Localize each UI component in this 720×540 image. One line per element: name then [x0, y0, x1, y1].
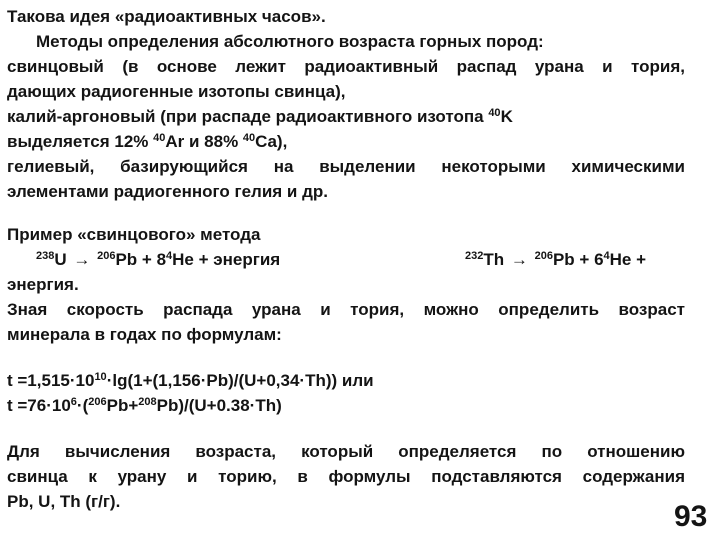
superscript: 40 — [242, 132, 256, 144]
potassium-argon-line-1 — [7, 106, 513, 128]
text: выделяется 12% — [7, 132, 154, 151]
text: Методы определения абсолютного возраста горных пород: — [36, 32, 544, 51]
example-heading — [7, 224, 260, 246]
text: t =76·10 — [7, 396, 71, 415]
superscript: 4 — [603, 250, 610, 262]
superscript: 4 — [166, 250, 173, 262]
arrow-icon: → — [510, 250, 528, 269]
arrow-icon: → — [73, 250, 91, 269]
superscript: 208 — [138, 396, 157, 408]
text: ·( — [76, 396, 89, 415]
helium-method-line-2 — [7, 181, 328, 203]
text: Пример «свинцового» метода — [7, 225, 261, 244]
text: элементами радиогенного гелия и др. — [7, 182, 328, 201]
potassium-argon-line-2 — [7, 131, 287, 153]
formula-1 — [7, 370, 374, 392]
text: гелиевый, базирующийся на выделении некоторыми химическими — [7, 157, 685, 176]
uranium-reaction — [36, 249, 280, 271]
calculation-line-3 — [7, 491, 120, 513]
superscript: 206 — [534, 250, 553, 262]
calculation-line-2 — [7, 466, 685, 488]
text: минерала в годах по формулам: — [7, 325, 282, 344]
decay-rate-line-2 — [7, 324, 282, 346]
text: t =1,515·10 — [7, 371, 95, 390]
decay-rate-line-1 — [7, 299, 685, 321]
text: Pb)/(U+0.38·Th) — [156, 396, 282, 415]
text: Для вычисления возраста, который определяется по отношению — [7, 442, 685, 461]
text: Th — [483, 250, 505, 269]
text: U — [54, 250, 67, 269]
superscript: 206 — [88, 396, 107, 408]
thorium-reaction — [465, 249, 646, 271]
page-number: 93 — [674, 500, 708, 533]
text: ·lg(1+(1,156·Pb)/(U+0,34·Th)) или — [106, 371, 374, 390]
text: Ca), — [255, 132, 288, 151]
intro-line — [7, 6, 326, 28]
helium-method-line-1 — [7, 156, 685, 178]
superscript: 238 — [36, 250, 55, 262]
text: Pb, U, Th (г/г). — [7, 492, 121, 511]
lead-method-line-2 — [7, 81, 346, 103]
energy-line — [7, 274, 79, 296]
text: Pb + 8 — [115, 250, 167, 269]
text: Pb+ — [106, 396, 139, 415]
text: Зная скорость распада урана и тория, можно определить возраст — [7, 300, 685, 319]
superscript: 206 — [97, 250, 116, 262]
text: свинца к урану и торию, в формулы подставляются содержания — [7, 467, 685, 486]
formula-2 — [7, 395, 282, 417]
methods-heading — [36, 31, 544, 53]
superscript: 10 — [94, 371, 107, 383]
text: дающих радиогенные изотопы свинца), — [7, 82, 346, 101]
superscript: 40 — [153, 132, 166, 144]
superscript: 232 — [465, 250, 484, 262]
superscript: 40 — [488, 107, 501, 119]
text: энергия. — [7, 275, 79, 294]
superscript: 6 — [70, 396, 77, 408]
calculation-line-1 — [7, 441, 685, 463]
text: He + энергия — [172, 250, 281, 269]
text: Pb + 6 — [552, 250, 604, 269]
text: Такова идея «радиоактивных часов». — [7, 7, 326, 26]
text: K — [500, 107, 513, 126]
lead-method-line-1 — [7, 56, 685, 78]
text: свинцовый (в основе лежит радиоактивный распад урана и тория, — [7, 57, 685, 76]
text: калий-аргоновый (при распаде радиоактивного изотопа — [7, 107, 489, 126]
text: Ar и 88% — [165, 132, 243, 151]
text: He + — [609, 250, 647, 269]
